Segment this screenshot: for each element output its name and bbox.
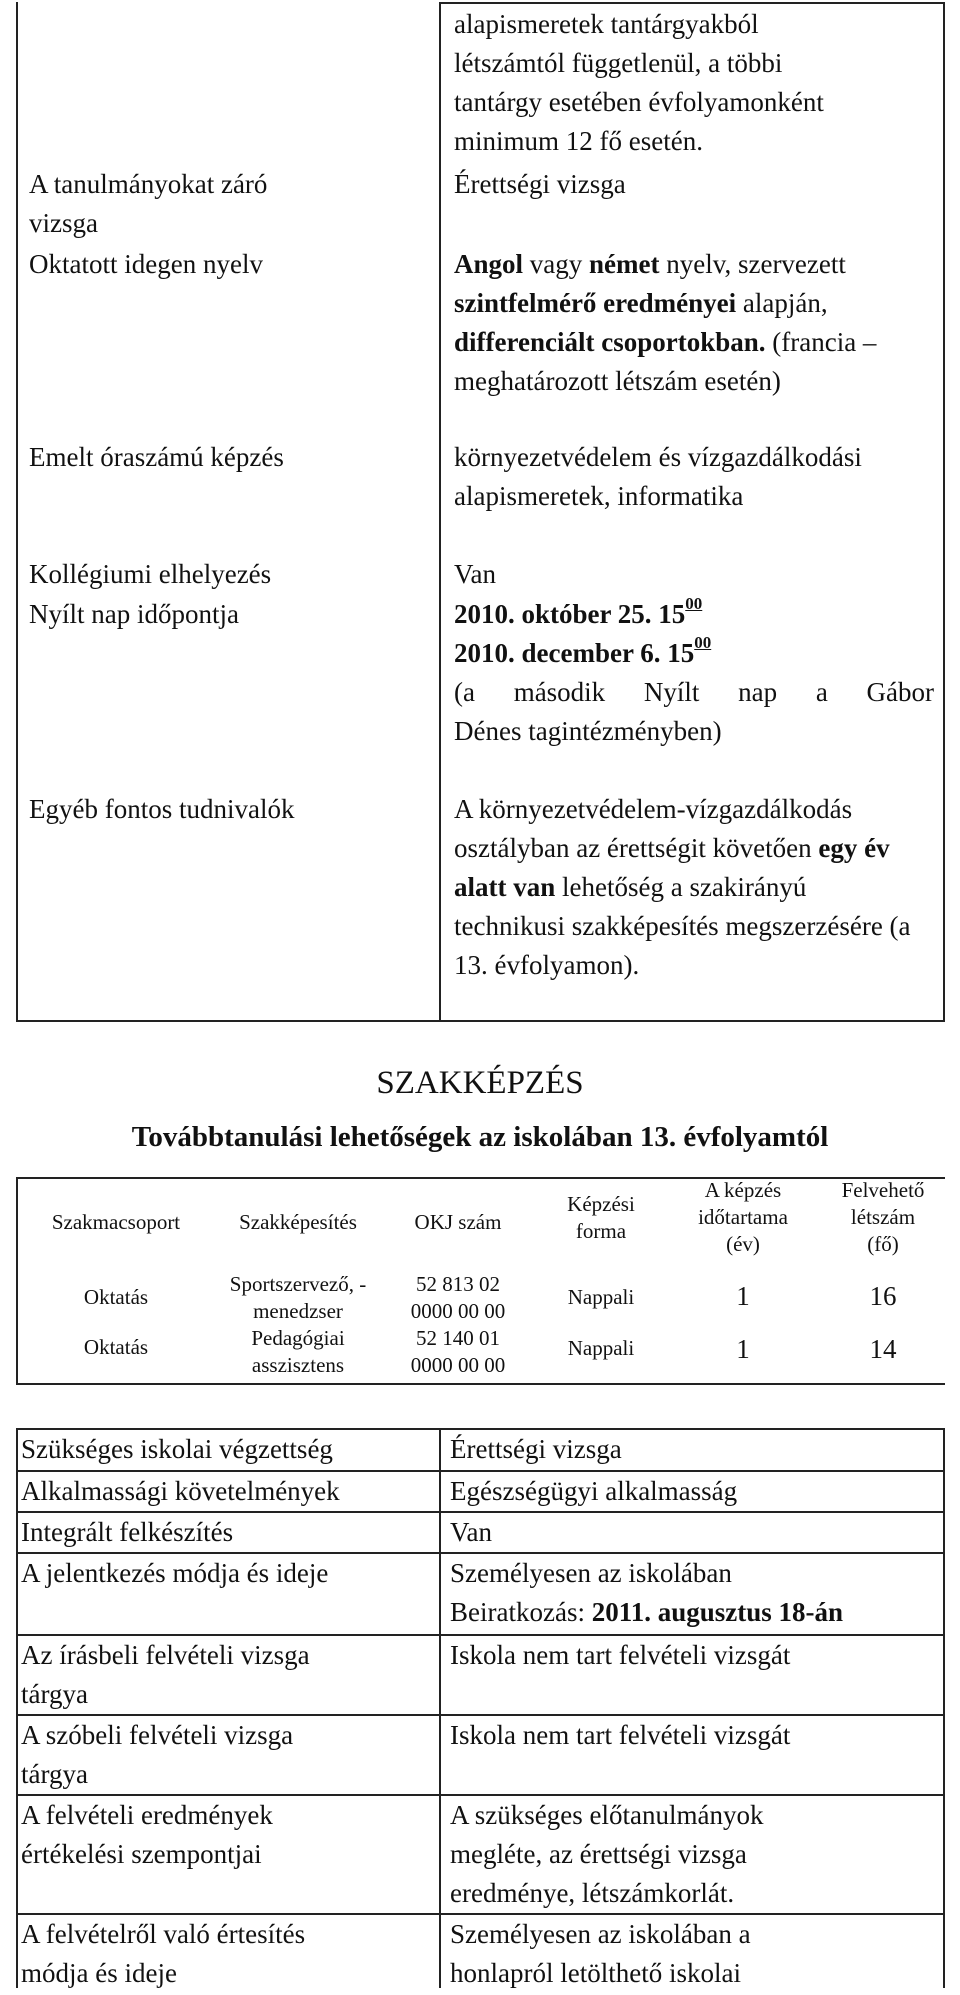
header-duration: A képzés időtartama (év) [698,1178,788,1256]
row-label: Emelt óraszámú képzés [29,442,284,472]
table-row [18,1796,943,1915]
cell-duration: 1 [736,1334,750,1364]
vocational-training-table [16,1177,945,1385]
table-row [18,1472,943,1513]
table-row [18,1716,943,1796]
value-line: alapismeretek tantárgyakból [454,9,759,39]
cell-okj: 52 813 02 0000 00 00 [410,1272,506,1323]
section-heading: SZAKKÉPZÉS [376,1065,584,1101]
table-row [18,1513,943,1554]
row-value: Iskola nem tart felvételi vizsgát [450,1640,791,1670]
cell-group: Oktatás [83,1335,149,1359]
row-label: A jelentkezés módja és ideje [21,1558,329,1588]
row-value: Személyesen az iskolában Beiratkozás: 2011. augusztus 18-án [450,1558,844,1627]
cell-qualification: Sportszervező, - menedzser [229,1272,367,1323]
cell-capacity: 14 [869,1334,897,1364]
cell-form: Nappali [567,1336,635,1360]
row-label: A felvételről való értesítés módja és ideje [21,1919,306,1988]
header-form: Képzési forma [567,1192,635,1243]
row-value: környezetvédelem és vízgazdálkodási alapismeretek, informatika [454,442,862,511]
row-label: Alkalmassági követelmények [21,1476,340,1506]
table-row [18,1636,943,1716]
row-label: Egyéb fontos tudnivalók [29,794,295,824]
row-value: Egészségügyi alkalmasság [450,1476,738,1506]
section-subheading: Továbbtanulási lehetőségek az iskolában 13. évfolyamtól [131,1121,829,1153]
row-label: Szükséges iskolai végzettség [21,1434,333,1464]
row-value: Van [454,559,496,589]
row-value: Van [450,1517,492,1547]
header-qualification: Szakképesítés [239,1210,357,1234]
value-line: létszámtól függetlenül, a többi [454,48,783,78]
row-label: Nyílt nap időpontja [29,599,239,629]
row-label: Integrált felkészítés [21,1517,234,1547]
value-line: minimum 12 fő esetén. [454,126,703,156]
column-divider [439,2,441,1020]
row-value [454,5,934,161]
table-row [18,1915,943,1995]
cell-capacity: 16 [869,1281,897,1311]
cell-qualification: Pedagógiai asszisztens [251,1326,345,1377]
row-label: A szóbeli felvételi vizsga tárgya [21,1720,294,1789]
header-group: Szakmacsoport [51,1210,181,1234]
row-value: A környezetvédelem-vízgazdálkodás osztályban az érettségit követően egy év alatt van lehetőség a szakirányú technikusi szakképesítés megszerzésére (a 13. évfolyamon). [454,794,911,980]
value-line: tantárgy esetében évfolyamonként [454,87,824,117]
header-capacity: Felvehető létszám (fő) [841,1178,925,1256]
row-value [454,595,934,751]
open-day-note: (a második Nyílt nap a Gábor [454,677,934,707]
row-value: Angol vagy német nyelv, szervezett szintfelmérő eredményei alapján, differenciált csoportokban. (francia – meghatározott létszám esetén) [454,249,877,396]
row-value: A szükséges előtanulmányok megléte, az érettségi vizsga eredménye, létszámkorlát. [450,1800,764,1908]
school-info-table [16,2,945,1022]
row-label: A tanulmányokat záró vizsga [29,169,268,238]
open-day-note: Dénes tagintézményben) [454,716,722,746]
cell-duration: 1 [736,1281,750,1311]
open-day-date-1: 2010. október 25. $15^{00}$ [454,594,703,629]
table-top-border [439,2,945,4]
row-label: Az írásbeli felvételi vizsga tárgya [21,1640,310,1709]
table-row [18,1554,943,1636]
row-value: Iskola nem tart felvételi vizsgát [450,1720,791,1750]
row-label: Oktatott idegen nyelv [29,249,263,279]
row-value: Érettségi vizsga [454,169,626,199]
open-day-date-2: 2010. december 6. $15^{00}$ [454,633,712,668]
row-value: Személyesen az iskolában a honlapról letölthető iskolai [450,1919,751,1988]
row-value: Érettségi vizsga [450,1434,622,1464]
table-row [18,1430,943,1472]
cell-okj: 52 140 01 0000 00 00 [410,1326,506,1377]
row-label: Kollégiumi elhelyezés [29,559,272,589]
cell-form: Nappali [567,1285,635,1309]
row-label: A felvételi eredmények értékelési szempontjai [21,1800,273,1869]
header-okj: OKJ szám [414,1210,502,1234]
cell-group: Oktatás [83,1285,149,1309]
admission-info-table [16,1428,945,1988]
